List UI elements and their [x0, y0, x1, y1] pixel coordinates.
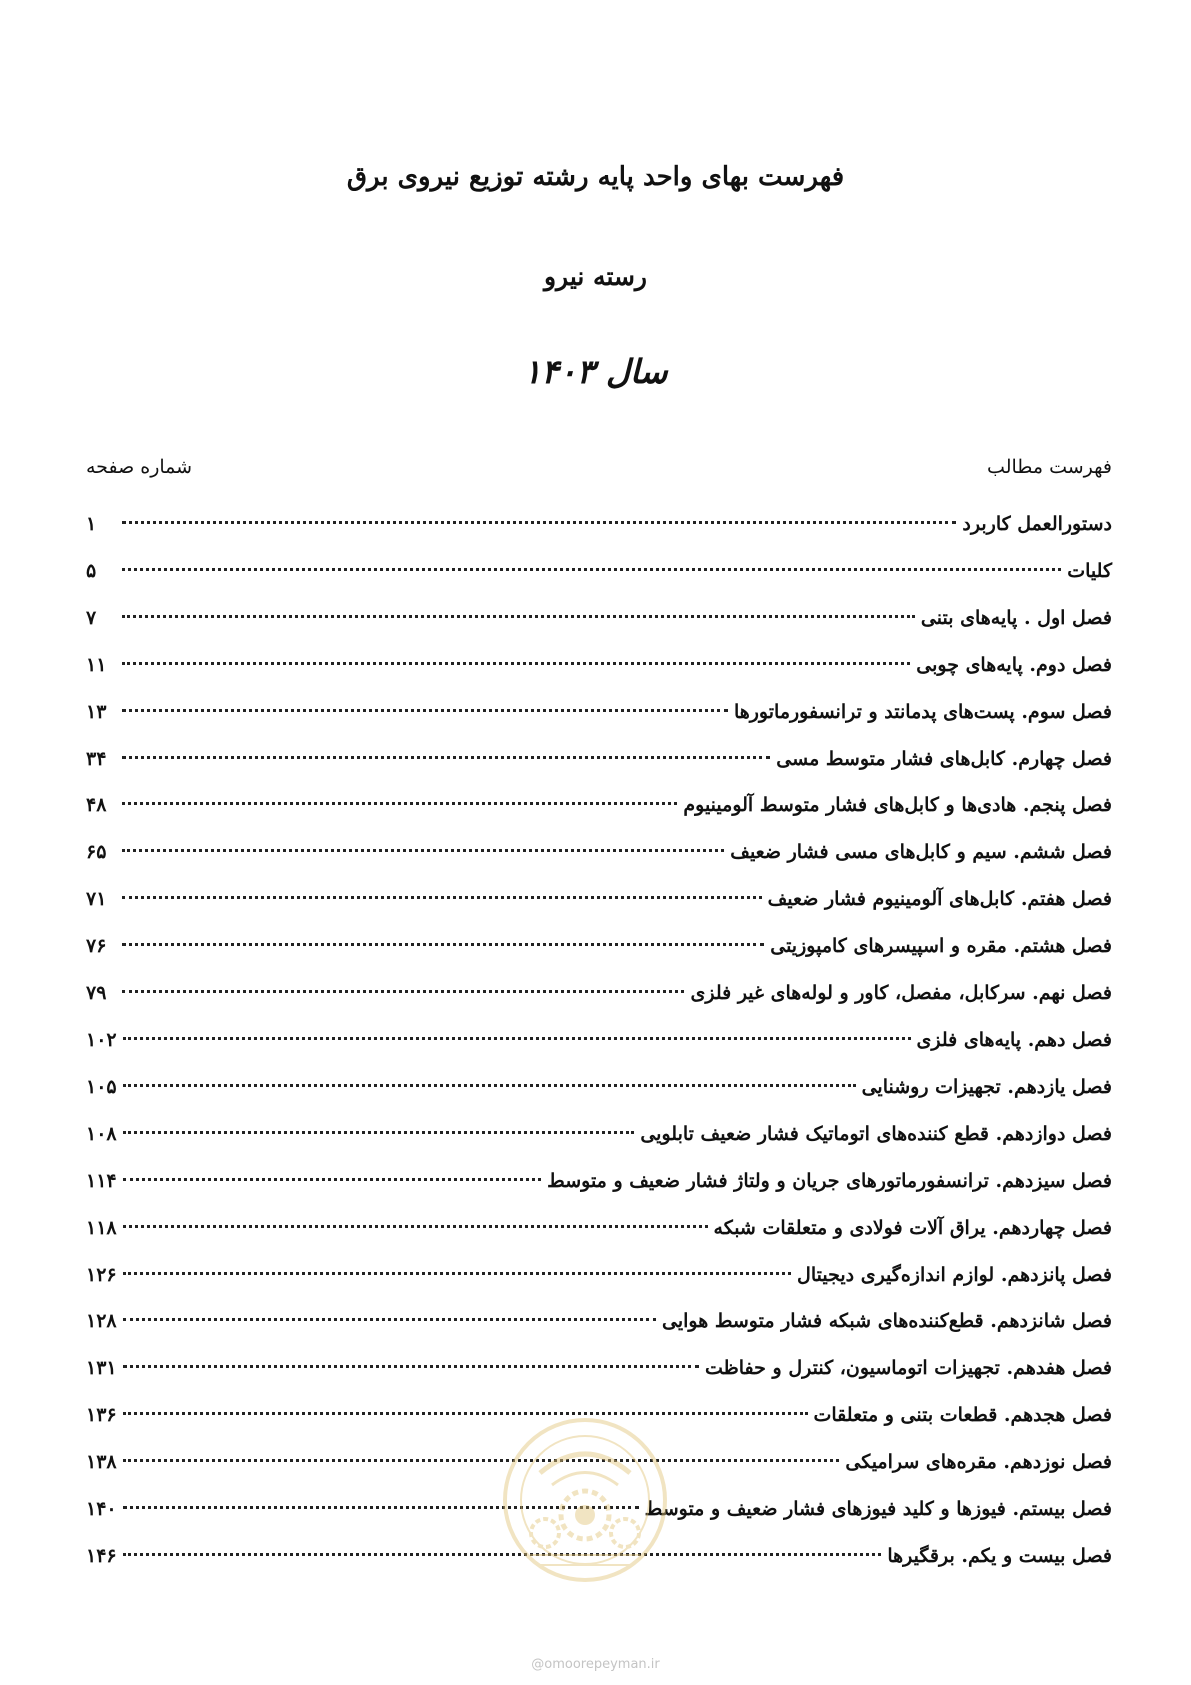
toc-dot-leader — [123, 1272, 791, 1275]
toc-row[interactable] — [86, 982, 1112, 1010]
toc-dot-leader — [123, 1037, 911, 1040]
toc-entry-title: فصل پانزدهم. لوازم اندازه‌گیری دیجیتال — [797, 1263, 1112, 1286]
toc-entry-title: فصل دوم. پایه‌های چوبی — [916, 653, 1112, 676]
toc-entry-page: ۷ — [86, 606, 97, 629]
toc-entry-page: ۱۰۵ — [86, 1075, 117, 1098]
toc-dot-leader — [122, 849, 724, 852]
toc-entry-title: فصل هجدهم. قطعات بتنی و متعلقات — [813, 1404, 1112, 1427]
toc-dot-leader — [122, 756, 770, 759]
toc-entry-page: ۱۲۶ — [86, 1263, 117, 1286]
toc-entry-title: فصل بیست و یکم. برقگیرها — [887, 1544, 1112, 1567]
toc-entry-title: فصل اول . پایه‌های بتنی — [920, 606, 1112, 629]
toc-dot-leader — [123, 1365, 699, 1368]
toc-entry-page: ۱۰۲ — [86, 1028, 117, 1051]
toc-entry-title: کلیات — [1067, 559, 1112, 582]
toc-dot-leader — [123, 1318, 656, 1321]
toc-entry-page: ۱ — [86, 513, 97, 535]
toc-entry-title: فصل دهم. پایه‌های فلزی — [916, 1028, 1112, 1051]
toc-contents-label: فهرست مطالب — [987, 456, 1112, 478]
toc-entry-page: ۱۲۸ — [86, 1310, 117, 1333]
toc-entry-title: فصل سیزدهم. ترانسفورماتورهای جریان و ولتاژ فشار ضعیف و متوسط — [547, 1169, 1112, 1192]
toc-row[interactable] — [86, 607, 1112, 635]
toc-dot-leader — [122, 662, 910, 665]
toc-entry-page: ۷۹ — [86, 982, 107, 1005]
toc-row[interactable] — [86, 1310, 1112, 1338]
toc-entry-title: فصل هفتم. کابل‌های آلومینیوم فشار ضعیف — [767, 888, 1112, 911]
toc-entry-title: فصل چهارم. کابل‌های فشار متوسط مسی — [776, 747, 1112, 770]
toc-entry-page: ۱۱۸ — [86, 1216, 117, 1239]
document-year: سال ۱۴۰۳ — [523, 352, 668, 391]
toc-row[interactable] — [86, 1264, 1112, 1292]
toc-row[interactable] — [86, 1170, 1112, 1198]
toc-entry-title: فصل شانزدهم. قطع‌کننده‌های شبکه فشار متوسط هوایی — [661, 1310, 1112, 1333]
toc-entry-title: فصل چهاردهم. یراق آلات فولادی و متعلقات شبکه — [713, 1216, 1112, 1239]
toc-row[interactable] — [86, 888, 1112, 916]
toc-row[interactable] — [86, 1357, 1112, 1385]
toc-entry-page: ۳۴ — [86, 747, 107, 770]
toc-dot-leader — [122, 521, 956, 524]
toc-dot-leader — [123, 1084, 856, 1087]
toc-entry-page: ۷۶ — [86, 935, 107, 958]
toc-entry-title: فصل هفدهم. تجهیزات اتوماسیون، کنترل و حفاظت — [704, 1357, 1112, 1380]
toc-dot-leader — [123, 1459, 840, 1462]
toc-row[interactable] — [86, 748, 1112, 776]
toc-entry-page: ۷۱ — [86, 888, 107, 911]
toc-entry-title: فصل ششم. سیم و کابل‌های مسی فشار ضعیف — [730, 841, 1112, 864]
toc-dot-leader — [123, 1412, 808, 1415]
toc-row[interactable] — [86, 560, 1112, 588]
toc-dot-leader — [122, 615, 915, 618]
watermark-seal-icon — [500, 1415, 670, 1585]
toc-row[interactable] — [86, 1076, 1112, 1104]
toc-entry-title: فصل هشتم. مقره و اسپیسرهای کامپوزیتی — [770, 935, 1112, 958]
toc-entry-page: ۱۳۱ — [86, 1357, 117, 1380]
toc-row[interactable] — [86, 794, 1112, 822]
toc-dot-leader — [123, 1225, 708, 1228]
toc-dot-leader — [122, 943, 764, 946]
toc-entry-title: فصل پنجم. هادی‌ها و کابل‌های فشار متوسط آلومینیوم — [683, 794, 1112, 817]
table-of-contents — [86, 513, 1112, 1573]
toc-entry-page: ۱۳ — [86, 700, 107, 723]
toc-dot-leader — [122, 990, 684, 993]
watermark-url: @omoorepeyman.ir — [531, 1657, 660, 1672]
toc-dot-leader — [123, 1178, 542, 1181]
toc-entry-title: فصل نوزدهم. مقره‌های سرامیکی — [845, 1451, 1112, 1474]
toc-row[interactable] — [86, 935, 1112, 963]
toc-row[interactable] — [86, 1217, 1112, 1245]
toc-entry-page: ۱۱۴ — [86, 1169, 117, 1192]
toc-row[interactable] — [86, 1123, 1112, 1151]
toc-entry-title: فصل بیستم. فیوزها و کلید فیوزهای فشار ضعیف و متوسط — [644, 1498, 1112, 1521]
toc-entry-title: فصل دوازدهم. قطع کننده‌های اتوماتیک فشار ضعیف تابلویی — [640, 1122, 1112, 1145]
toc-entry-page: ۱۱ — [86, 653, 107, 676]
toc-entry-page: ۱۰۸ — [86, 1122, 117, 1145]
toc-row[interactable] — [86, 654, 1112, 682]
toc-entry-page: ۱۴۶ — [86, 1544, 117, 1567]
toc-entry-page: ۶۵ — [86, 841, 107, 864]
toc-row[interactable] — [86, 513, 1112, 541]
toc-row[interactable] — [86, 1029, 1112, 1057]
toc-row[interactable] — [86, 701, 1112, 729]
toc-entry-title: فصل نهم. سرکابل، مفصل، کاور و لوله‌های غیر فلزی — [690, 982, 1112, 1005]
document-title: فهرست بهای واحد پایه رشته توزیع نیروی برق — [346, 162, 845, 192]
toc-dot-leader — [122, 709, 728, 712]
toc-entry-title: فصل یازدهم. تجهیزات روشنایی — [861, 1075, 1112, 1098]
toc-dot-leader — [122, 568, 1061, 571]
toc-dot-leader — [122, 802, 677, 805]
toc-entry-title: فصل سوم. پست‌های پدمانتد و ترانسفورماتورها — [733, 700, 1112, 723]
toc-entry-title: دستورالعمل کاربرد — [962, 513, 1112, 535]
toc-page-number-label: شماره صفحه — [86, 456, 193, 478]
document-subtitle: رسته نیرو — [543, 262, 648, 291]
toc-row[interactable] — [86, 841, 1112, 869]
toc-entry-page: ۱۳۶ — [86, 1404, 117, 1427]
toc-entry-page: ۱۳۸ — [86, 1451, 117, 1474]
toc-dot-leader — [123, 1131, 635, 1134]
toc-dot-leader — [122, 896, 762, 899]
toc-entry-page: ۱۴۰ — [86, 1498, 117, 1521]
toc-entry-page: ۵ — [86, 559, 97, 582]
toc-entry-page: ۴۸ — [86, 794, 107, 817]
